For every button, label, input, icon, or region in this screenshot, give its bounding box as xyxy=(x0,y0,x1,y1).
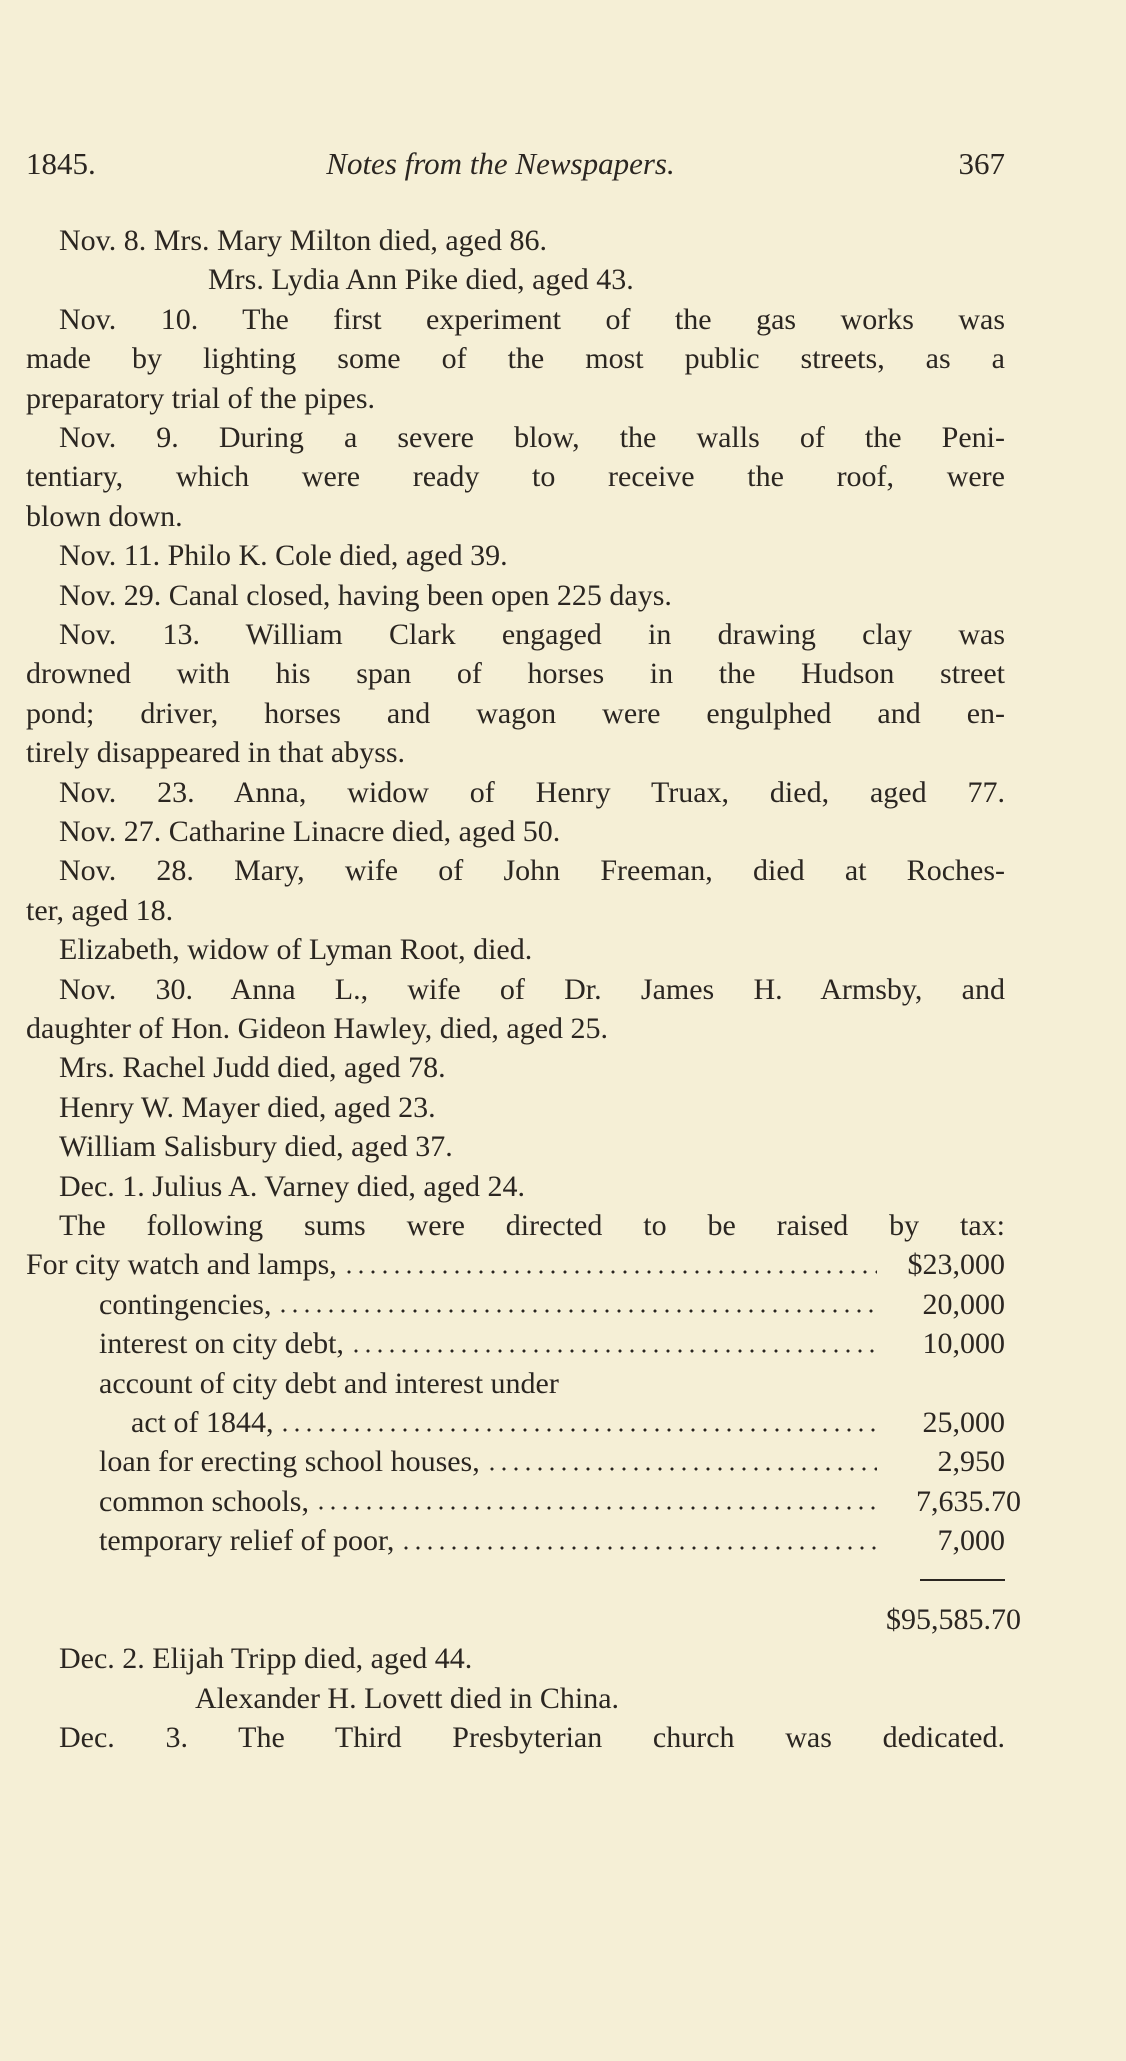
tax-item-row xyxy=(26,1482,1021,1521)
text-line: pond; driver, horses and wagon were engulphed and en- xyxy=(26,696,1005,730)
tax-item-amount: 7,000 xyxy=(937,1524,1005,1558)
text-line: tentiary, which were ready to receive the roof, were xyxy=(26,460,1005,494)
sum-rule xyxy=(26,1561,1005,1600)
tax-item-label: common schools, xyxy=(99,1484,309,1518)
tax-item-row xyxy=(26,1324,1005,1363)
dot-leader xyxy=(400,1546,877,1550)
dot-leader xyxy=(343,1270,877,1274)
text-line: daughter of Hon. Gideon Hawley, died, aged 25. xyxy=(26,1012,609,1045)
text-line: Elizabeth, widow of Lyman Root, died. xyxy=(59,933,533,967)
text-line: blown down. xyxy=(26,499,183,533)
tax-item-amount: 7,635.70 xyxy=(916,1484,1021,1518)
text-line: Nov. 27. Catharine Linacre died, aged 50. xyxy=(59,815,561,848)
text-line: William Salisbury died, aged 37. xyxy=(59,1130,453,1164)
tax-item-label: act of 1844, xyxy=(131,1406,274,1439)
dot-leader xyxy=(277,1309,877,1313)
tax-item-label: loan for erecting school houses, xyxy=(99,1445,480,1479)
tax-item-row xyxy=(26,1245,1005,1284)
text-line: Nov. 23. Anna, widow of Henry Truax, died, aged 77. xyxy=(59,775,1005,809)
text-line: The following sums were directed to be raised by tax: xyxy=(59,1209,1005,1242)
text-line: made by lighting some of the most public streets, as a xyxy=(26,342,1005,376)
total-line xyxy=(26,1600,1021,1639)
page-number: 367 xyxy=(958,146,1005,181)
tax-item-label: temporary relief of poor, xyxy=(99,1524,395,1558)
text-line: Nov. 28. Mary, wife of John Freeman, died at Roches- xyxy=(59,854,1005,888)
text-line: Nov. 8. Mrs. Mary Milton died, aged 86. xyxy=(59,224,547,257)
text-line: Nov. 29. Canal closed, having been open 225 days. xyxy=(59,578,672,612)
tax-item-amount: 20,000 xyxy=(922,1287,1005,1321)
tax-item-label: contingencies, xyxy=(99,1287,272,1321)
dot-leader xyxy=(315,1506,877,1510)
tax-item-amount: $23,000 xyxy=(907,1248,1005,1282)
tax-item-amount: 2,950 xyxy=(937,1445,1005,1479)
tax-item-row xyxy=(26,1442,1005,1481)
tax-item-row xyxy=(26,1403,1005,1442)
text-line: drowned with his span of horses in the Hudson street xyxy=(26,657,1005,691)
text-line: Nov. 10. The first experiment of the gas works was xyxy=(59,302,1005,336)
tax-item-row xyxy=(26,1285,1005,1324)
tax-item-amount: 10,000 xyxy=(922,1327,1005,1361)
text-line: preparatory trial of the pipes. xyxy=(26,381,376,415)
dot-leader xyxy=(279,1428,877,1432)
header-year: 1845. xyxy=(26,146,96,181)
tax-item-label: For city watch and lamps, xyxy=(26,1248,337,1282)
text-line: Henry W. Mayer died, aged 23. xyxy=(59,1090,436,1124)
text-line: Alexander H. Lovett died in China. xyxy=(195,1681,620,1715)
text-line: Nov. 13. William Clark engaged in drawing clay was xyxy=(59,618,1005,651)
text-line: account of city debt and interest under xyxy=(99,1366,559,1400)
dot-leader xyxy=(350,1349,877,1353)
text-line: Dec. 2. Elijah Tripp died, aged 44. xyxy=(59,1642,473,1676)
total-amount: $95,585.70 xyxy=(886,1603,1021,1636)
header-title: Notes from the Newspapers. xyxy=(326,146,675,181)
total-divider xyxy=(920,1579,1005,1581)
text-line: Mrs. Lydia Ann Pike died, aged 43. xyxy=(208,263,634,297)
tax-item-label: interest on city debt, xyxy=(99,1327,344,1361)
dot-leader xyxy=(486,1467,877,1471)
tax-item-amount: 25,000 xyxy=(922,1406,1005,1439)
running-header xyxy=(26,146,1005,186)
text-line: Dec. 1. Julius A. Varney died, aged 24. xyxy=(59,1169,526,1203)
text-line: Mrs. Rachel Judd died, aged 78. xyxy=(59,1051,446,1085)
text-line: ter, aged 18. xyxy=(26,893,174,927)
text-line: Dec. 3. The Third Presbyterian church was dedicated. xyxy=(59,1721,1005,1755)
tax-item-row xyxy=(26,1521,1005,1560)
text-line: Nov. 30. Anna L., wife of Dr. James H. Armsby, and xyxy=(59,972,1005,1006)
text-line: tirely disappeared in that abyss. xyxy=(26,736,406,770)
text-line: Nov. 9. During a severe blow, the walls of the Peni- xyxy=(59,421,1005,454)
text-line: Nov. 11. Philo K. Cole died, aged 39. xyxy=(59,539,508,573)
